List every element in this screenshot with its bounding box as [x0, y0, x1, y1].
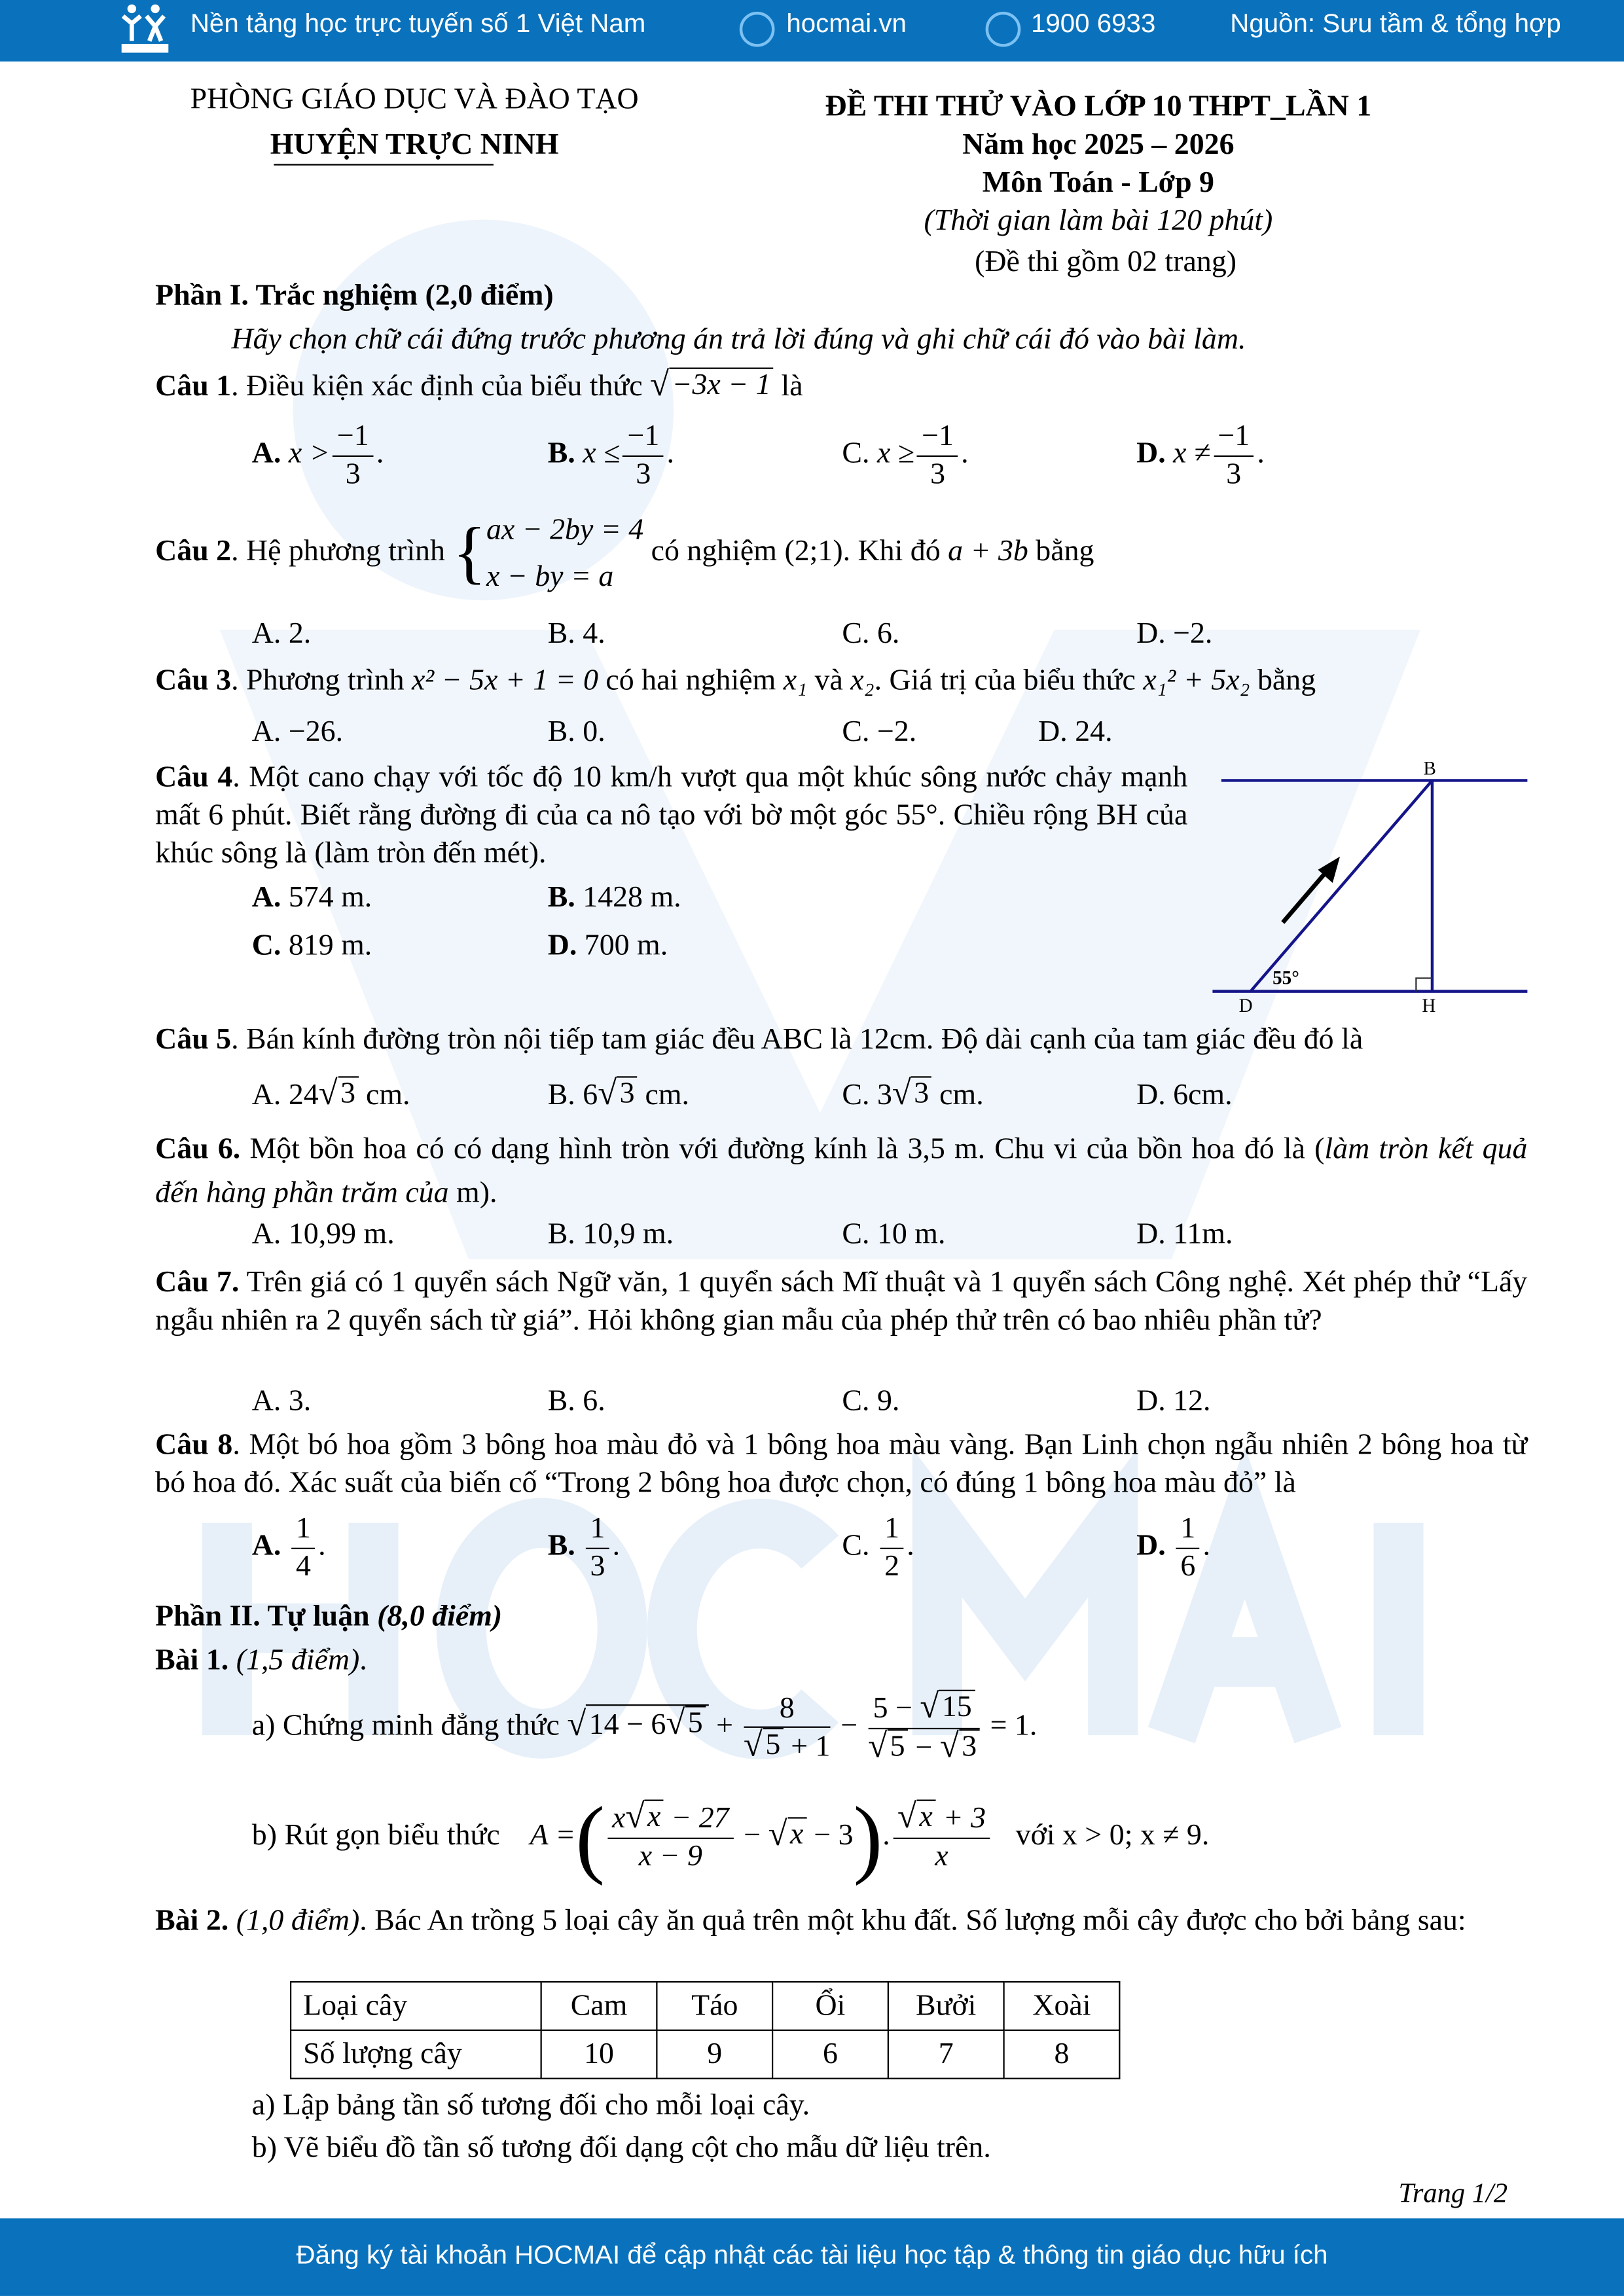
- q1-options: [155, 416, 1527, 507]
- banner-website[interactable]: hocmai.vn: [786, 9, 907, 39]
- q4-option-b[interactable]: B. 1428 m.: [547, 881, 681, 914]
- q3-option-a[interactable]: A. −26.: [251, 715, 344, 749]
- q8-option-c[interactable]: C. $\frac{1}{2}$ .: [842, 1511, 914, 1585]
- bai1-heading: Bài 1. (1,5 điểm).: [155, 1644, 367, 1677]
- banner-source: Nguồn: Sưu tầm & tổng hợp: [1230, 9, 1561, 39]
- district-underline: [274, 164, 494, 166]
- banner-tagline: Nền tảng học trực tuyến số 1 Việt Nam: [190, 9, 646, 39]
- q4-option-d[interactable]: D. 700 m.: [547, 929, 668, 962]
- q5-options: [155, 1076, 1527, 1127]
- q6-options: [155, 1215, 1527, 1265]
- label-d: D: [1238, 995, 1253, 1016]
- exam-title: ĐỀ THI THỬ VÀO LỚP 10 THPT_LẦN 1: [825, 90, 1372, 123]
- bottom-banner: [0, 2218, 1624, 2296]
- footer-text[interactable]: Đăng ký tài khoản HOCMAI để cập nhật các tài liệu học tập & thông tin giáo dục hữu ích: [296, 2240, 1328, 2270]
- q4-options-row-2: [155, 927, 1187, 1020]
- globe-icon: [740, 12, 775, 47]
- exam-year: Năm học 2025 – 2026: [962, 128, 1235, 162]
- q3-option-d[interactable]: D. 24.: [1038, 715, 1113, 749]
- q7-option-d[interactable]: D. 12.: [1136, 1385, 1211, 1418]
- q5-option-b[interactable]: B. 6 √ 3 cm.: [547, 1075, 689, 1113]
- label-b: B: [1423, 758, 1436, 780]
- q2-options: [155, 612, 1527, 662]
- q2-option-b[interactable]: B. 4.: [547, 618, 605, 651]
- q6-option-a[interactable]: A. 10,99 m.: [251, 1218, 395, 1251]
- data-table: [290, 1981, 1120, 2079]
- q8-option-b[interactable]: B. $\frac{1}{3}$ .: [548, 1511, 620, 1585]
- question-5: Câu 5. Bán kính đường tròn nội tiếp tam giác đều ABC là 12cm. Độ dài cạnh của tam giác đều đó là: [155, 1023, 1363, 1056]
- q6-option-d[interactable]: D. 11m.: [1136, 1218, 1233, 1251]
- hocmai-logo-icon: [117, 3, 175, 56]
- bai1-part-a: a) Chứng minh đẳng thức √ 14 − 6 √ 5 + 8 √ 5 + 1 − 5 − √ 15 √ 5 − √ 3 = 1.: [251, 1688, 1038, 1766]
- school-dept: PHÒNG GIÁO DỤC VÀ ĐÀO TẠO: [190, 83, 639, 116]
- q5-option-c[interactable]: C. 3 √ 3 cm.: [842, 1075, 984, 1113]
- q1-option-c[interactable]: C. x ≥ $\frac{-1}{3}$ .: [842, 419, 968, 492]
- part1-title: Phần I. Trắc nghiệm (2,0 điểm): [155, 279, 554, 312]
- part1-instruction: Hãy chọn chữ cái đứng trước phương án trả lời đúng và ghi chữ cái đó vào bài làm.: [231, 323, 1246, 356]
- q4-options-row-1: [155, 878, 1187, 927]
- bai1-part-b: b) Rút gọn biểu thức A =( x √ x − 27 x − 9 − √ x − 3). √ x + 3 x với x > 0; x ≠ 9.: [251, 1789, 1210, 1886]
- bai2-part-b: b) Vẽ biểu đồ tần số tương đối dạng cột cho mẫu dữ liệu trên.: [251, 2132, 991, 2164]
- bai2-text: Bài 2. (1,0 điểm). Bác An trồng 5 loại cây ăn quả trên một khu đất. Số lượng mỗi cây được cho bởi bảng sau:: [155, 1905, 1466, 1937]
- question-6: Câu 6. Một bồn hoa có có dạng hình tròn với đường kính là 3,5 m. Chu vi của bồn hoa đó là (làm tròn kết quả đến hàng phần trăm của m).: [155, 1133, 1528, 1210]
- q6-option-b[interactable]: B. 10,9 m.: [547, 1218, 674, 1251]
- q2-option-c[interactable]: C. 6.: [842, 618, 900, 651]
- question-3: Câu 3. Phương trình x² − 5x + 1 = 0 có hai nghiệm x₁ và x₂. Giá trị của biểu thức x₁² + 5x₂ bằng: [155, 664, 1316, 697]
- q8-option-d[interactable]: D. $\frac{1}{6}$ .: [1136, 1511, 1210, 1585]
- top-banner: [0, 0, 1624, 62]
- exam-subject: Môn Toán - Lớp 9: [982, 167, 1214, 200]
- school-district: HUYỆN TRỰC NINH: [270, 128, 559, 162]
- q5-option-a[interactable]: A. 24 √ 3 cm.: [251, 1075, 410, 1113]
- exam-pages: (Đề thi gồm 02 trang): [975, 245, 1237, 279]
- q1-option-a[interactable]: A. x > $\frac{-1}{3}$ .: [252, 419, 384, 492]
- q1-option-d[interactable]: D. x ≠ $\frac{-1}{3}$ .: [1136, 419, 1265, 492]
- exam-time: (Thời gian làm bài 120 phút): [924, 205, 1273, 238]
- q3-option-b[interactable]: B. 0.: [547, 715, 605, 749]
- q2-option-a[interactable]: A. 2.: [251, 618, 312, 651]
- q3-option-c[interactable]: C. −2.: [842, 715, 917, 749]
- q7-option-c[interactable]: C. 9.: [842, 1385, 900, 1418]
- exam-body: [155, 277, 1527, 2172]
- phone-icon: [986, 12, 1021, 47]
- table-row: Số lượng cây 10 9 6 7 8: [291, 2030, 1119, 2079]
- question-4: Câu 4. Một cano chạy với tốc độ 10 km/h vượt qua một khúc sông nước chảy mạnh mất 6 phút. Biết rằng đường đi của ca nô tạo với bờ một góc 55°. Chiều rộng BH của khúc sông là (làm tròn đến mét).: [155, 761, 1188, 870]
- angle-label: 55°: [1272, 967, 1299, 989]
- q7-option-b[interactable]: B. 6.: [547, 1385, 605, 1418]
- q8-options: [155, 1508, 1527, 1597]
- table-header-row: Loại cây Cam Táo Ổi Bưởi Xoài: [291, 1982, 1119, 2030]
- page-number: Trang 1/2: [1398, 2178, 1508, 2210]
- q6-option-c[interactable]: C. 10 m.: [842, 1218, 946, 1251]
- question-1: Câu 1. Điều kiện xác định của biểu thức √ −3x − 1 là: [155, 366, 803, 404]
- question-2: Câu 2. Hệ phương trình { ax − 2by = 4 x − by = a có nghiệm (2;1). Khi đó a + 3b bằng: [155, 514, 1094, 594]
- label-h: H: [1422, 995, 1436, 1016]
- question-7: Câu 7. Trên giá có 1 quyển sách Ngữ văn, 1 quyển sách Mĩ thuật và 1 quyển sách Công nghệ. Xét phép thử “Lấy ngẫu nhiên ra 2 quyển sách từ giá”. Hỏi không gian mẫu của phép thử trên có bao nhiêu phần tử?: [155, 1266, 1528, 1336]
- q4-option-a[interactable]: A. 574 m.: [251, 881, 372, 914]
- q7-options: [155, 1382, 1527, 1427]
- q2-option-d[interactable]: D. −2.: [1136, 618, 1213, 651]
- part2-title: Phần II. Tự luận (8,0 điểm): [155, 1600, 503, 1633]
- bai2-part-a: a) Lập bảng tần số tương đối cho mỗi loại cây.: [251, 2089, 810, 2122]
- q7-option-a[interactable]: A. 3.: [251, 1385, 312, 1418]
- q3-options: [155, 713, 1527, 759]
- q8-option-a[interactable]: A. $\frac{1}{4}$ .: [252, 1511, 326, 1585]
- q4-option-c[interactable]: C. 819 m.: [251, 929, 372, 962]
- banner-phone[interactable]: 1900 6933: [1030, 9, 1156, 39]
- q1-option-b[interactable]: B. x ≤ $\frac{-1}{3}$ .: [548, 419, 674, 492]
- q5-option-d[interactable]: D. 6cm.: [1136, 1079, 1233, 1112]
- question-8: Câu 8. Một bó hoa gồm 3 bông hoa màu đỏ và 1 bông hoa màu vàng. Bạn Linh chọn ngẫu nhiên 2 bông hoa từ bó hoa đó. Xác suất của biến cố “Trong 2 bông hoa được chọn, có đúng 1 bông hoa màu đỏ” là: [155, 1429, 1528, 1499]
